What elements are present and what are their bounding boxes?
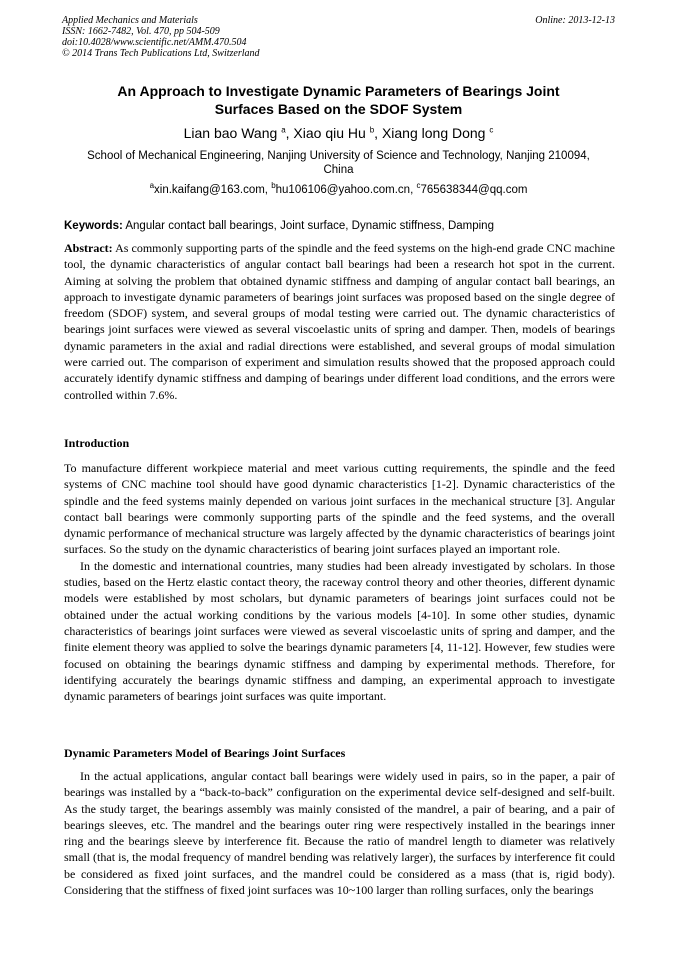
keywords-label: Keywords: [64, 220, 123, 232]
email-mark: a [149, 181, 155, 191]
email-address[interactable]: 765638344@qq.com [420, 184, 528, 196]
journal-header [62, 15, 615, 59]
author-mark: b [369, 125, 375, 135]
section-heading-dynamic-parameters-model: Dynamic Parameters Model of Bearings Joint Surfaces [64, 746, 346, 760]
issn-line: ISSN: 1662-7482, Vol. 470, pp 504-509 [62, 26, 220, 37]
affiliation [62, 149, 615, 177]
author-mark: c [489, 125, 494, 135]
email-address[interactable]: xin.kaifang@163.com [154, 184, 265, 196]
copyright-line: © 2014 Trans Tech Publications Ltd, Switzerland [62, 48, 260, 59]
abstract [64, 240, 615, 403]
paper-title [62, 82, 615, 118]
abstract-label: Abstract: [64, 241, 113, 255]
keywords-text: Angular contact ball bearings, Joint surface, Dynamic stiffness, Damping [125, 220, 494, 232]
author-separator: , [374, 125, 382, 141]
email-mark: c [416, 181, 421, 191]
abstract-text: As commonly supporting parts of the spindle and the feed systems on the high-end grade CNC machine tool, the dynamic characteristics of angular contact ball bearings had been a research hot spot in the current. Aiming at solving the problem that obtained dynamic stiffness and damping of angular contact ball bearings, an approach to investigate dynamic parameters of bearings joint surfaces was proposed based on the single degree of freedom (SDOF) system, and several groups of modal testing were carried out. The dynamic characteristics of bearings joint surfaces were viewed as several viscoelastic units of spring and damper. Then, models of bearings dynamic parameters in the axial and radial directions were established, and several groups of modal simulation were carried out. The comparison of experiment and simulation results showed that the proposed approach could accurately identify dynamic stiffness and damping of bearings under different load conditions, and the errors were controlled within 7.6%. [64, 241, 615, 402]
paragraph: In the actual applications, angular contact ball bearings were widely used in pairs, so in the paper, a pair of bearings was installed by a “back-to-back” configuration on the experimental device self-designed and self-built. As the study target, the bearings assembly was mainly consisted of the mandrel, a pair of bearing, and a pair of bearings sleeves, etc. The mandrel and the bearings outer ring were respectively installed in the bearings inner ring and the bearings sleeve by interference fit. Because the ratio of mandrel length to diameter was relatively small (that is, the modal frequency of mandrel bending was relatively larger), the surfaces by interference fit could be considered as fixed joint surfaces, and the mandrel could be considered as a mass (that is, rigid body). Considering that the stiffness of fixed joint surfaces was 10~100 larger than rolling surfaces, only the bearings [64, 769, 615, 898]
email-list [62, 183, 615, 197]
paragraph: To manufacture different workpiece material and meet various cutting requirements, the spindle and the feed systems of CNC machine tool should have good dynamic characteristics [1-2]. Dynamic characteristics of the spindle and the feed systems mainly depended on various joint surfaces in the mechanical structure [3]. Angular contact ball bearings were commonly supporting parts of the spindle and the feed systems, and the overall dynamic performance of mechanical structure was largely affected by the dynamic characteristics of bearings joint surfaces. So the study on the dynamic characteristics of bearing joint surfaces played an important role. [64, 461, 615, 557]
journal-name: Applied Mechanics and Materials [62, 15, 198, 26]
online-date: Online: 2013-12-13 [535, 15, 615, 26]
keywords [64, 219, 615, 233]
author-name: Lian bao Wang [183, 125, 278, 141]
email-mark: b [271, 181, 276, 191]
affiliation-line-1: School of Mechanical Engineering, Nanjing University of Science and Technology, Nanjing 210094, [87, 150, 590, 162]
email-separator: , [410, 184, 417, 196]
email-separator: , [264, 184, 272, 196]
paragraph: In the domestic and international countries, many studies had been already investigated by scholars. In those studies, based on the Hertz elastic contact theory, the raceway control theory and other theories, different dynamic models were established by most scholars, but dynamic parameters of bearings joint surfaces could not be obtained under the actual working conditions by the various models [4-10]. In some other studies, dynamic characteristics of bearings joint surfaces were viewed as several viscoelastic units of spring and damper, and the finite element theory was applied to solve the bearings dynamic parameters [4, 11-12]. However, few studies were focused on obtaining the bearings dynamic stiffness and damping by experimental methods. Therefore, for identifying accurately the bearings dynamic stiffness and damping, an experimental approach to investigate dynamic parameters of bearings joint surfaces was quite important. [64, 558, 615, 704]
email-address[interactable]: hu106106@yahoo.com.cn [275, 184, 411, 196]
author-name: Xiao qiu Hu [293, 125, 366, 141]
dynamic-parameters-model-body [64, 768, 615, 898]
author-mark: a [281, 125, 286, 135]
author-list [62, 124, 615, 142]
affiliation-line-2: China [323, 164, 354, 176]
title-line-2: Surfaces Based on the SDOF System [214, 101, 463, 117]
doi-line: doi:10.4028/www.scientific.net/AMM.470.504 [62, 37, 247, 48]
author-separator: , [285, 125, 294, 141]
section-heading-introduction: Introduction [64, 436, 130, 450]
title-line-1: An Approach to Investigate Dynamic Parameters of Bearings Joint [117, 83, 560, 99]
introduction-body [64, 460, 615, 704]
author-name: Xiang long Dong [381, 125, 486, 141]
